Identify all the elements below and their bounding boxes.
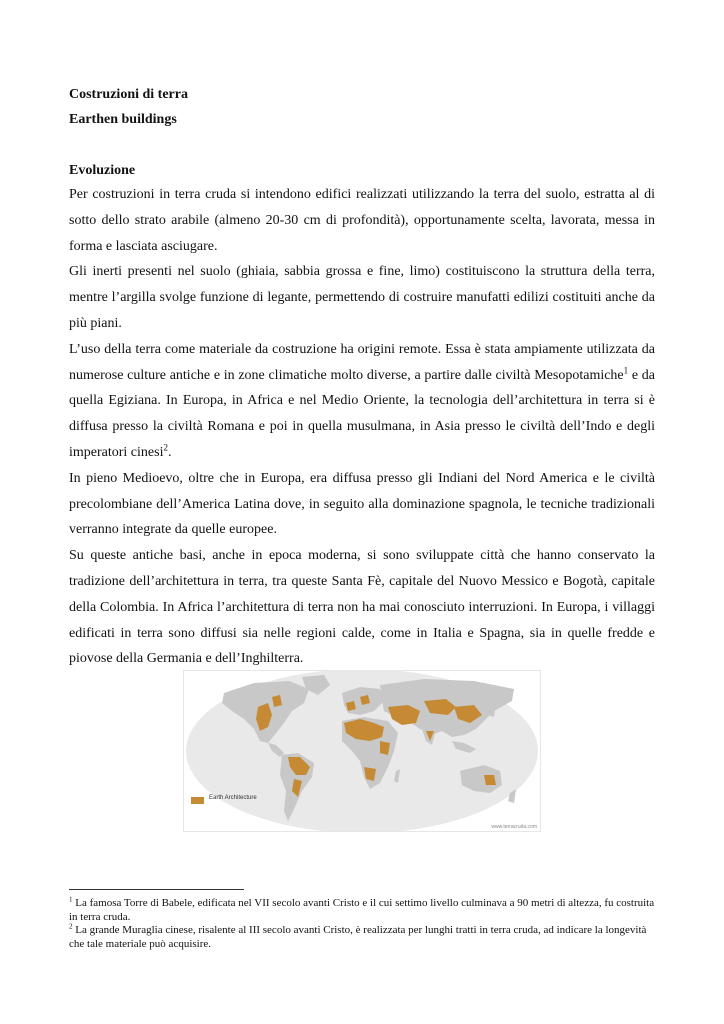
footnote-2-number: 2 [69,922,73,931]
paragraph-1: Per costruzioni in terra cruda si intendono edifici realizzati utilizzando la terra del suolo, estratta al di sotto dello strato arabile (almeno 20-30 cm di profondità), opportunamente scelta, lavorata, messa in forma e lasciata asciugare. [69,187,655,254]
paragraph-5: Su queste antiche basi, anche in epoca moderna, si sono sviluppate città che hanno conservato la tradizione dell’architettura in terra, tra queste Santa Fè, capitale del Nuovo Messico e Bogotà, capitale della Colombia. In Africa l’architettura di terra non ha mai conosciuto interruzioni. In Europa, i villaggi edificati in terra sono diffusi sia nelle regioni calde, come in Italia e Spagna, sia in quelle fredde e piovose della Germania e dell’Inghilterra. [69,548,655,667]
world-map-figure [183,670,541,832]
footnotes [69,897,659,951]
footnote-1 [69,897,659,924]
footnote-1-number: 1 [69,895,73,904]
footnote-ref-2[interactable]: 2 [163,442,168,453]
paragraph-3-part-c: . [167,444,172,460]
paragraph-3 [69,337,655,466]
footnote-1-text: La famosa Torre di Babele, edificata nel VII secolo avanti Cristo e il cui settimo livello culminava a 90 metri di altezza, fu costruita in terra cruda. [69,897,655,923]
legend-label: Earth Architecture [209,795,257,801]
document-subtitle: Earthen buildings [69,112,177,127]
paragraph-2: Gli inerti presenti nel suolo (ghiaia, sabbia grossa e fine, limo) costituiscono la struttura della terra, mentre l’argilla svolge funzione di legante, permettendo di costruire manufatti edilizi costituiti anche da più piani. [69,264,655,331]
footnote-ref-1[interactable]: 1 [623,364,629,375]
document-title: Costruzioni di terra [69,87,188,102]
map-credit: www.terracruda.com [491,824,537,830]
footnote-2 [69,924,659,951]
paragraph-3-part-a: L’uso della terra come materiale da costruzione ha origini remote. Essa è stata ampiamente utilizzata da numerose culture antiche e in zone climatiche molto diverse, a partire dalle civiltà Mesopotamiche [69,341,655,383]
paragraph-3-part-b: e da quella Egiziana. In Europa, in Africa e nel Medio Oriente, la tecnologia dell’architettura in terra si è diffusa presso la civiltà Romana e poi in quella musulmana, in Asia presso le civiltà dell’Indo e degli imperatori cinesi [69,367,655,460]
footnote-2-text: La grande Muraglia cinese, risalente al III secolo avanti Cristo, è realizzata per lunghi tratti in terra cruda, ad indicare la longevità che tale materiale può acquisire. [69,924,647,950]
legend-swatch [191,797,204,804]
paragraph-4: In pieno Medioevo, oltre che in Europa, era diffusa presso gli Indiani del Nord America e le civiltà precolombiane dell’America Latina dove, in seguito alla dominazione spagnola, le tecniche tradizionali verranno integrate da quelle europee. [69,470,655,538]
world-map [184,671,540,831]
footnote-separator [69,889,244,890]
section-heading: Evoluzione [69,163,136,178]
body-text [69,182,655,672]
